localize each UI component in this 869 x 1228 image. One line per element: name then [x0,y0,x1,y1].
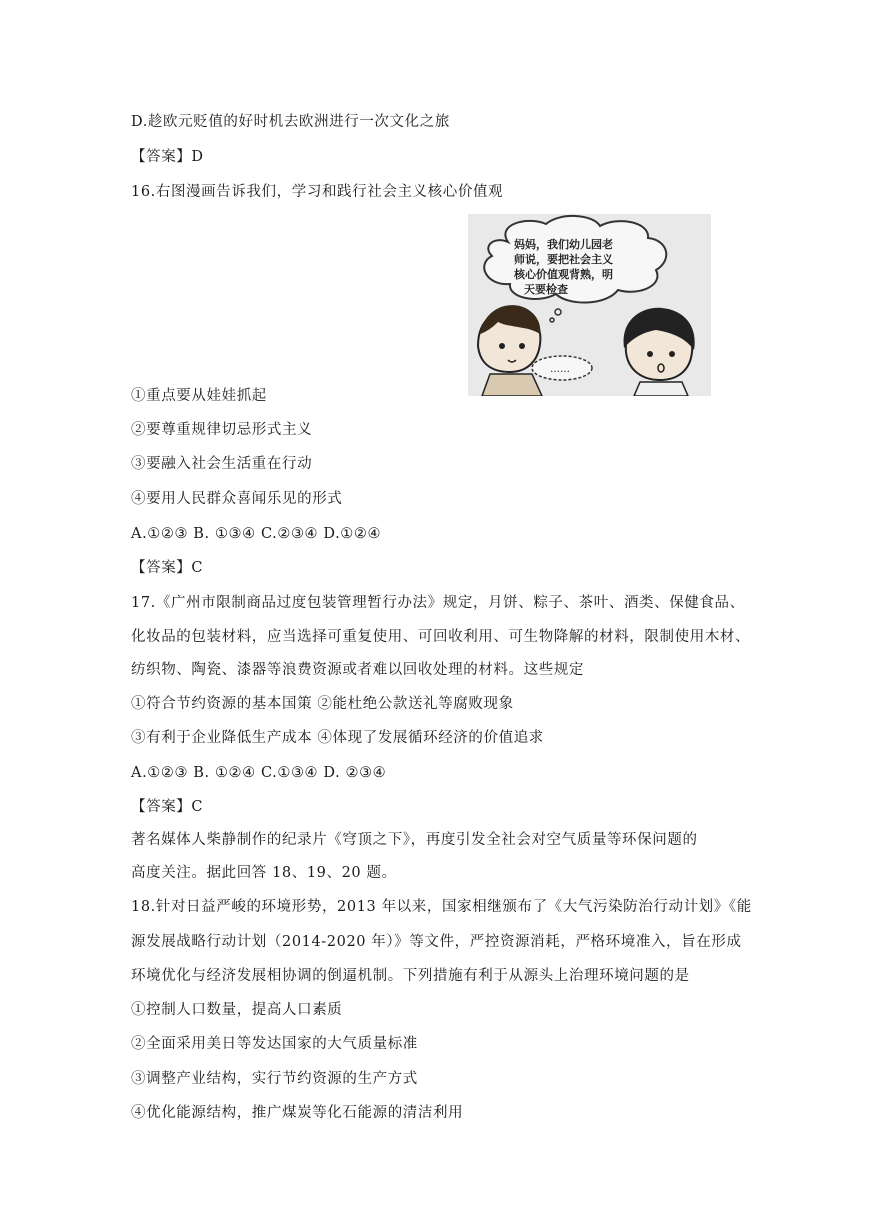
choices-17: A.①②③ B. ①②④ C.①③④ D. ②③④ [131,765,387,781]
small-bubble-text: …… [550,364,570,375]
question-17-line-3: 纺织物、陶瓷、漆器等浪费资源或者难以回收处理的材料。这些规定 [131,662,584,678]
statement-18-3: ③调整产业结构，实行节约资源的生产方式 [131,1071,418,1087]
statement-18-2: ②全面采用美日等发达国家的大气质量标准 [131,1036,418,1052]
bubble-text-1: 妈妈，我们幼儿园老 [514,238,613,251]
material-intro-line-2: 高度关注。据此回答 18、19、20 题。 [131,865,397,881]
material-intro-line-1: 著名媒体人柴静制作的纪录片《穹顶之下》，再度引发全社会对空气质量等环保问题的 [131,832,698,848]
statement-3: ③要融入社会生活重在行动 [131,456,313,472]
statement-18-4: ④优化能源结构，推广煤炭等化石能源的清洁利用 [131,1105,464,1121]
question-18-line-1: 18.针对日益严峻的环境形势，2013 年以来，国家相继颁布了《大气污染防治行动计划》《能 [131,899,752,915]
question-18-line-3: 环境优化与经济发展相协调的倒逼机制。下列措施有利于从源头上治理环境问题的是 [131,968,690,984]
option-d-line: D.趁欧元贬值的好时机去欧洲进行一次文化之旅 [131,114,450,130]
question-18-line-2: 源发展战略行动计划（2014-2020 年）》等文件，严控资源消耗，严格环境准入，旨在形成 [131,934,742,950]
statement-18-1: ①控制人口数量，提高人口素质 [131,1002,343,1018]
answer-line: 【答案】D [131,149,204,165]
choices-16: A.①②③ B. ①③④ C.②③④ D.①②④ [131,526,382,542]
statements-17-a: ①符合节约资源的基本国策 ②能杜绝公款送礼等腐败现象 [131,696,514,712]
question-16-stem: 16.右图漫画告诉我们，学习和践行社会主义核心价值观 [131,184,504,200]
answer-17: 【答案】C [131,799,204,815]
bubble-text-4: 天要检查 [524,283,568,296]
boy-figure [478,305,542,396]
bubble-text-2: 师说，要把社会主义 [514,253,613,266]
statement-4: ④要用人民群众喜闻乐见的形式 [131,491,343,507]
question-17-line-2: 化妆品的包装材料，应当选择可重复使用、可回收利用、可生物降解的材料，限制使用木材、 [131,629,751,645]
answer-16: 【答案】C [131,560,204,576]
statement-1: ①重点要从娃娃抓起 [131,388,267,404]
question-17-line-1: 17.《广州市限制商品过度包装管理暂行办法》规定，月饼、粽子、茶叶、酒类、保健食品、 [131,595,745,611]
cartoon-image [468,214,711,396]
statements-17-b: ③有利于企业降低生产成本 ④体现了发展循环经济的价值追求 [131,730,544,746]
statement-2: ②要尊重规律切忌形式主义 [131,422,313,438]
bubble-text-3: 核心价值观背熟，明 [514,268,613,281]
